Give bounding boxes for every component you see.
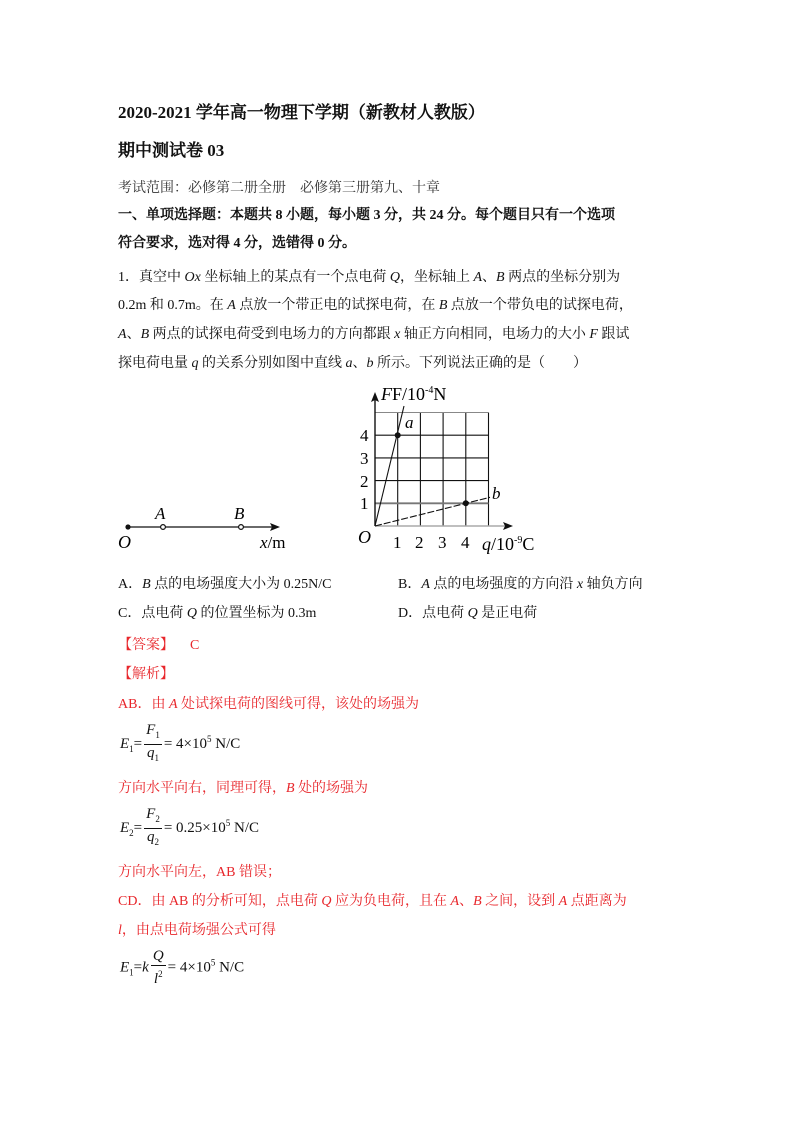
text: B bbox=[496, 270, 505, 285]
text: b bbox=[366, 356, 374, 371]
text: 的位置坐标为 0.3m bbox=[196, 606, 317, 621]
answer-label: 【答案】 bbox=[118, 638, 174, 653]
text: B bbox=[438, 298, 448, 313]
text: 2 bbox=[154, 837, 159, 847]
text: E bbox=[120, 819, 130, 836]
x-tick: 1 bbox=[393, 533, 402, 552]
fraction bbox=[144, 806, 162, 851]
text: 的关系分别如图中直线 bbox=[198, 356, 346, 371]
text: 是正电荷 bbox=[477, 606, 538, 621]
text: l bbox=[153, 971, 159, 987]
text: 、 bbox=[482, 270, 497, 285]
text: q bbox=[146, 829, 155, 845]
fraction bbox=[144, 722, 162, 767]
point-a-marker bbox=[395, 432, 401, 438]
text: 真空中 bbox=[139, 270, 185, 285]
answer-value: C bbox=[190, 638, 200, 653]
text: l bbox=[118, 923, 122, 938]
y-tick: 2 bbox=[360, 472, 369, 491]
equation-e1: $E_1=$ $\frac{F_1}{q_1}$ = $4\times 10^5$ N/C bbox=[120, 722, 240, 767]
option-c[interactable] bbox=[118, 602, 316, 622]
text: 方向水平向右，同理可得， bbox=[118, 781, 286, 796]
text: 点放一个带正电的试探电荷，在 bbox=[235, 298, 439, 313]
equation-e1-point-charge: $E_1=k$ $\frac{Q}{l^2}$ = $4\times 10^5$ N/C bbox=[120, 948, 245, 987]
text: q bbox=[146, 745, 155, 761]
text: B bbox=[286, 781, 295, 796]
text: = 0.25×10 bbox=[163, 819, 226, 836]
text: 点距离为 bbox=[567, 894, 627, 909]
text: ，由点电荷场强公式可得 bbox=[121, 923, 276, 938]
text: k bbox=[142, 959, 149, 976]
label-line-a: a bbox=[405, 413, 414, 432]
label-b: B bbox=[234, 504, 245, 523]
text: 2 bbox=[155, 814, 160, 824]
force-charge-graph bbox=[350, 380, 560, 555]
question-line-3 bbox=[118, 323, 629, 343]
text: 探电荷电量 bbox=[118, 356, 192, 371]
text: 之间，设到 bbox=[481, 894, 559, 909]
text: F bbox=[589, 327, 598, 342]
fraction bbox=[151, 948, 166, 988]
section-heading-line2: 符合要求，选对得 4 分，选错得 0 分。 bbox=[118, 236, 356, 251]
x-tick: 4 bbox=[461, 533, 470, 552]
grid bbox=[375, 413, 489, 527]
text: 、 bbox=[352, 356, 367, 371]
exam-scope: 考试范围：必修第二册全册 必修第三册第九、十章 bbox=[118, 181, 440, 196]
text: 5 bbox=[225, 817, 231, 828]
text: 0.2m 和 0.7m。在 bbox=[118, 298, 228, 313]
text: 坐标轴上的某点有一个点电荷 bbox=[200, 270, 390, 285]
question-line-1 bbox=[118, 266, 620, 286]
text: CD．由 AB 的分析可知，点电荷 bbox=[118, 894, 322, 909]
x-axis-label: $q/10^{-9}C$ bbox=[482, 534, 535, 554]
text: N/C bbox=[211, 735, 241, 752]
option-prefix: D． bbox=[398, 606, 423, 621]
y-tick: 3 bbox=[360, 449, 369, 468]
text: 2 bbox=[129, 827, 134, 838]
text: = 4×10 bbox=[163, 735, 207, 752]
text: A bbox=[168, 697, 178, 712]
question-line-2 bbox=[118, 294, 633, 314]
text: E bbox=[120, 959, 130, 976]
text: = 4×10 bbox=[167, 959, 211, 976]
origin-point bbox=[125, 524, 130, 529]
text: 1 bbox=[155, 730, 160, 740]
axis-label-x: x/m bbox=[260, 533, 286, 552]
text: 1 bbox=[129, 967, 134, 978]
x-tick: 2 bbox=[415, 533, 424, 552]
text: 点放一个带负电的试探电荷， bbox=[447, 298, 633, 313]
label-line-b: b bbox=[492, 484, 501, 503]
y-tick: 4 bbox=[360, 426, 369, 445]
point-b bbox=[239, 525, 244, 530]
question-line-4 bbox=[118, 352, 587, 372]
option-b[interactable] bbox=[398, 573, 643, 593]
question-number: 1． bbox=[118, 270, 139, 285]
text: Q bbox=[152, 948, 164, 964]
analysis-label: 【解析】 bbox=[118, 667, 174, 682]
text: A bbox=[473, 270, 483, 285]
text: B bbox=[142, 577, 151, 592]
text: F bbox=[146, 722, 156, 738]
text: 5 bbox=[206, 733, 212, 744]
line-a bbox=[375, 406, 404, 526]
text: 点电荷 bbox=[422, 606, 468, 621]
text: 跟试 bbox=[597, 327, 630, 342]
text: x bbox=[576, 577, 584, 592]
section-heading-line1: 一、单项选择题：本题共 8 小题，每小题 3 分，共 24 分。每个题目只有一个选项 bbox=[118, 208, 615, 223]
y-tick: 1 bbox=[360, 494, 369, 513]
text: Ox bbox=[184, 270, 201, 285]
text: A bbox=[227, 298, 236, 313]
text: 点的电场强度的方向沿 bbox=[429, 577, 577, 592]
y-axis-label: $FF/10^{-4}N$ bbox=[381, 384, 447, 404]
text: Q bbox=[186, 606, 197, 621]
option-prefix: B． bbox=[398, 577, 422, 592]
text: N/C bbox=[230, 819, 259, 836]
document-title: 2020-2021 学年高一物理下学期（新教材人教版） bbox=[118, 103, 485, 122]
text: 5 bbox=[210, 957, 216, 968]
text: 轴负方向 bbox=[583, 577, 643, 592]
option-prefix: A． bbox=[118, 577, 143, 592]
origin-label: O bbox=[358, 527, 371, 547]
text: 点电荷 bbox=[141, 606, 187, 621]
text: E bbox=[120, 735, 130, 752]
text: A bbox=[118, 327, 127, 342]
text: Q bbox=[467, 606, 478, 621]
text: 、 bbox=[126, 327, 141, 342]
text: A bbox=[450, 894, 460, 909]
text: AB．由 bbox=[118, 697, 169, 712]
analysis-paragraph-5 bbox=[118, 919, 276, 939]
label-a: A bbox=[155, 504, 166, 523]
analysis-paragraph-1 bbox=[118, 693, 419, 713]
text: 处的场强为 bbox=[294, 781, 369, 796]
text: A bbox=[558, 894, 568, 909]
text: a bbox=[345, 356, 353, 371]
text: 点的电场强度大小为 0.25N/C bbox=[150, 577, 332, 592]
text: x bbox=[394, 327, 401, 342]
text: 轴正方向相同，电场力的大小 bbox=[400, 327, 590, 342]
text: B bbox=[140, 327, 150, 342]
text: 、 bbox=[459, 894, 474, 909]
text: 两点的试探电荷受到电场力的方向都跟 bbox=[149, 327, 395, 342]
option-d[interactable] bbox=[398, 602, 537, 622]
x-tick: 3 bbox=[438, 533, 447, 552]
point-b-marker bbox=[463, 500, 469, 506]
text: B bbox=[473, 894, 482, 909]
text: 1 bbox=[129, 743, 134, 754]
text: N/C bbox=[215, 959, 245, 976]
text: 2 bbox=[158, 969, 163, 979]
answer-line bbox=[118, 634, 199, 654]
text: F bbox=[146, 806, 156, 822]
label-o: O bbox=[118, 532, 131, 552]
text: Q bbox=[321, 894, 332, 909]
text: 1 bbox=[154, 753, 159, 763]
text: 所示。下列说法正确的是（ ） bbox=[373, 356, 587, 371]
text: Q bbox=[389, 270, 400, 285]
exam-subtitle: 期中测试卷 03 bbox=[118, 141, 225, 160]
equation-e2: $E_2=$ $\frac{F_2}{q_2}$ = $0.25\times 10^5$ N/C bbox=[120, 806, 259, 851]
option-a[interactable] bbox=[118, 573, 332, 593]
point-a bbox=[161, 525, 166, 530]
number-line-figure bbox=[110, 495, 310, 555]
text: ，坐标轴上 bbox=[399, 270, 474, 285]
text: 应为负电荷，且在 bbox=[331, 894, 451, 909]
text: 处试探电荷的图线可得，该处的场强为 bbox=[177, 697, 420, 712]
analysis-paragraph-2 bbox=[118, 777, 368, 797]
analysis-paragraph-4 bbox=[118, 890, 627, 910]
line-b bbox=[375, 497, 490, 526]
text: 两点的坐标分别为 bbox=[504, 270, 621, 285]
text: A bbox=[421, 577, 430, 592]
option-prefix: C． bbox=[118, 606, 142, 621]
analysis-paragraph-3: 方向水平向左，AB 错误； bbox=[118, 865, 281, 880]
text: q bbox=[191, 356, 199, 371]
